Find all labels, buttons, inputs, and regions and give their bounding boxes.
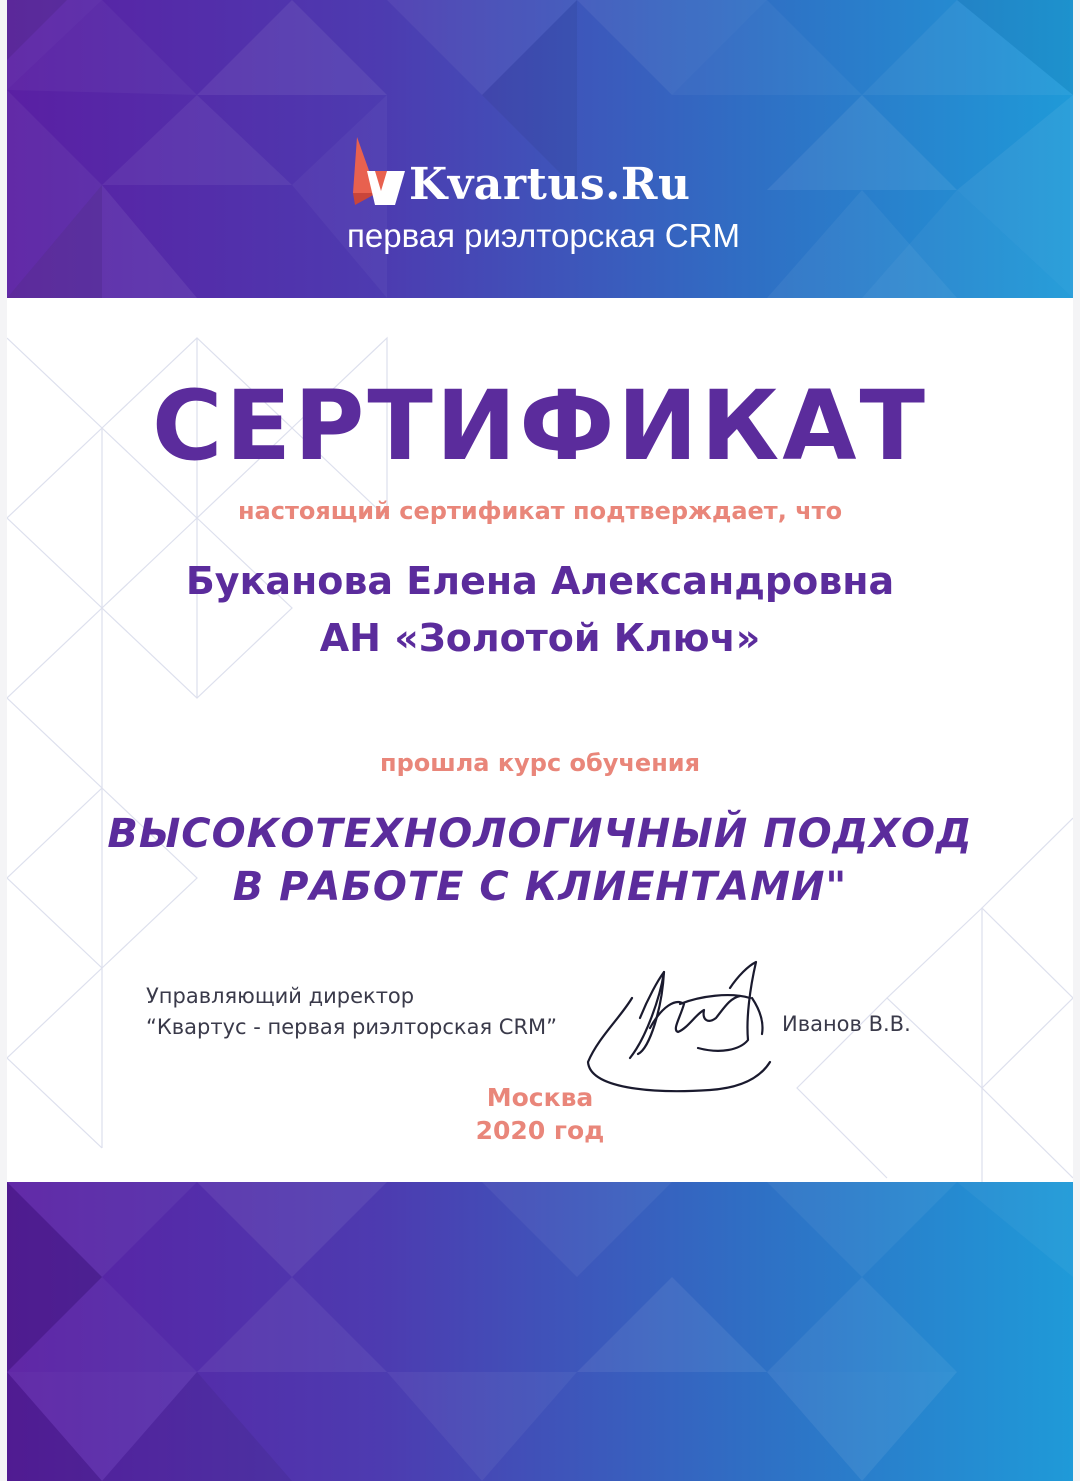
certificate-title: СЕРТИФИКАТ <box>151 370 928 482</box>
director-role-line1: Управляющий директор <box>146 984 415 1008</box>
director-role <box>146 981 557 1043</box>
signer-name: Иванов В.В. <box>782 1012 911 1036</box>
brand-name: Kvartus.Ru <box>409 159 691 210</box>
director-role-line2: “Квартус - первая риэлторская CRM” <box>146 1015 558 1039</box>
top-banner <box>7 0 1073 298</box>
course-title-line1: ВЫСОКОТЕХНОЛОГИЧНЫЙ ПОДХОД <box>107 811 973 857</box>
recipient-agency: АН «Золотой Ключ» <box>319 616 761 660</box>
kvartus-logo-icon <box>347 135 407 205</box>
handwritten-signature <box>580 958 780 1098</box>
year: 2020 год <box>475 1116 605 1145</box>
bottom-banner <box>7 1182 1073 1481</box>
city: Москва <box>486 1083 594 1112</box>
recipient-name: Буканова Елена Александровна <box>185 559 895 603</box>
certificate-page <box>7 0 1073 1481</box>
course-title-line2: В РАБОТЕ С КЛИЕНТАМИ" <box>232 864 848 910</box>
brand-tagline: первая риэлторская CRM <box>347 217 740 254</box>
brand-logo <box>347 135 747 260</box>
certificate-intro: настоящий сертификат подтверждает, что <box>237 497 843 525</box>
completion-text: прошла курс обучения <box>379 749 700 777</box>
triangle-pattern-bottom <box>7 1182 1073 1481</box>
